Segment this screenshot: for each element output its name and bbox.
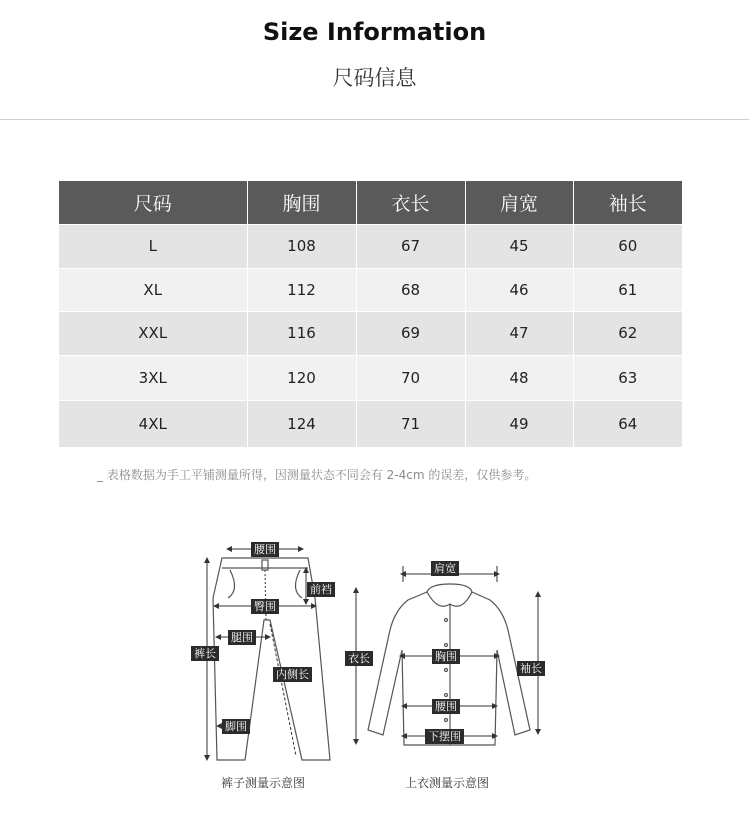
cell-shoulder: 45 bbox=[465, 224, 573, 268]
cell-size: L bbox=[59, 224, 247, 268]
shirt-label-sleeve: 袖长 bbox=[517, 661, 545, 676]
cell-size: XXL bbox=[59, 311, 247, 355]
shirt-illustration bbox=[368, 584, 530, 745]
measurement-diagrams bbox=[0, 520, 749, 820]
pants-label-thigh: 腿围 bbox=[228, 630, 256, 645]
header-chest: 胸围 bbox=[247, 181, 356, 224]
cell-length: 71 bbox=[356, 400, 465, 447]
header-length: 衣长 bbox=[356, 181, 465, 224]
size-table bbox=[59, 181, 682, 448]
pants-caption: 裤子测量示意图 bbox=[221, 776, 306, 790]
cell-shoulder: 46 bbox=[465, 268, 573, 311]
cell-sleeve: 61 bbox=[573, 268, 682, 311]
pants-label-front-rise: 前裆 bbox=[307, 582, 335, 597]
cell-length: 68 bbox=[356, 268, 465, 311]
table-row bbox=[59, 355, 682, 400]
pants-label-waist: 腰围 bbox=[251, 542, 279, 557]
shirt-label-shoulder: 肩宽 bbox=[431, 561, 459, 576]
cell-length: 70 bbox=[356, 355, 465, 400]
table-header-row bbox=[59, 181, 682, 224]
cell-sleeve: 62 bbox=[573, 311, 682, 355]
shirt-label-length: 衣长 bbox=[345, 651, 373, 666]
title-english: Size Information bbox=[262, 18, 487, 46]
pants-label-leg-opening: 脚围 bbox=[222, 719, 250, 734]
cell-sleeve: 63 bbox=[573, 355, 682, 400]
cell-chest: 120 bbox=[247, 355, 356, 400]
header-divider bbox=[0, 119, 749, 120]
table-row bbox=[59, 224, 682, 268]
pants-label-length: 裤长 bbox=[191, 646, 219, 661]
cell-shoulder: 49 bbox=[465, 400, 573, 447]
cell-chest: 116 bbox=[247, 311, 356, 355]
cell-shoulder: 47 bbox=[465, 311, 573, 355]
cell-sleeve: 64 bbox=[573, 400, 682, 447]
header-sleeve: 袖长 bbox=[573, 181, 682, 224]
cell-chest: 108 bbox=[247, 224, 356, 268]
header-size: 尺码 bbox=[59, 181, 247, 224]
cell-chest: 112 bbox=[247, 268, 356, 311]
measurement-note: _ 表格数据为手工平铺测量所得，因测量状态不同会有 2-4cm 的误差，仅供参考。 bbox=[97, 468, 537, 482]
pants-label-inseam: 内侧长 bbox=[273, 667, 312, 682]
table-row bbox=[59, 311, 682, 355]
cell-size: 4XL bbox=[59, 400, 247, 447]
shirt-label-waist: 腰围 bbox=[432, 699, 460, 714]
cell-size: 3XL bbox=[59, 355, 247, 400]
pants-label-hip: 臀围 bbox=[251, 599, 279, 614]
cell-length: 69 bbox=[356, 311, 465, 355]
title-chinese: 尺码信息 bbox=[332, 66, 417, 90]
table-row bbox=[59, 268, 682, 311]
cell-shoulder: 48 bbox=[465, 355, 573, 400]
cell-length: 67 bbox=[356, 224, 465, 268]
shirt-label-chest: 胸围 bbox=[432, 649, 460, 664]
cell-chest: 124 bbox=[247, 400, 356, 447]
diagram-drawing bbox=[0, 520, 749, 820]
shirt-label-hem: 下摆围 bbox=[425, 729, 464, 744]
cell-size: XL bbox=[59, 268, 247, 311]
shirt-caption: 上衣测量示意图 bbox=[405, 776, 490, 790]
table-row bbox=[59, 400, 682, 447]
header-shoulder: 肩宽 bbox=[465, 181, 573, 224]
cell-sleeve: 60 bbox=[573, 224, 682, 268]
